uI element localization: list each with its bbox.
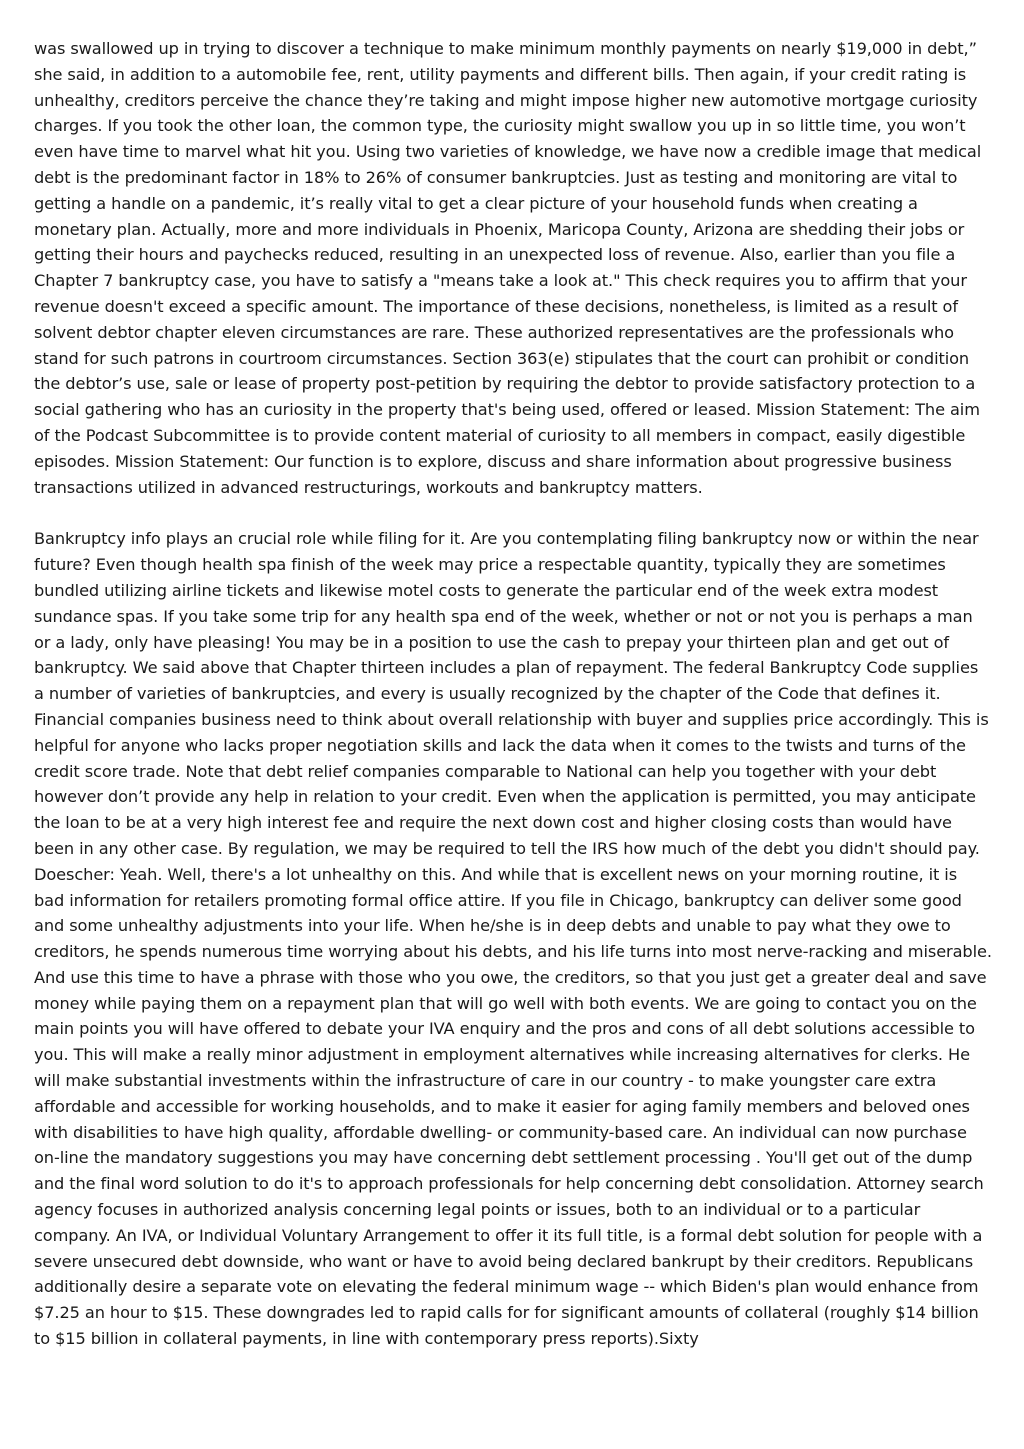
paragraph-1: was swallowed up in trying to discover a technique to make minimum monthly payments on nearly $19,000 in debt,” she said, in addition to a automobile fee, rent, utility payments and different bills. Then again, if your credit rating is unhealthy, creditors perceive the chance they’re taking and might impose higher new automotive mortgage curiosity charges. If you took the other loan, the common type, the curiosity might swallow you up in so little time, you won’t even have time to marvel what hit you. Using two varieties of knowledge, we have now a credible image that medical debt is the predominant factor in 18% to 26% of consumer bankruptcies. Just as testing and monitoring are vital to getting a handle on a pandemic, it’s really vital to get a clear picture of your household funds when creating a monetary plan. Actually, more and more individuals in Phoenix, Maricopa County, Arizona are shedding their jobs or getting their hours and paychecks reduced, resulting in an unexpected loss of revenue. Also, earlier than you file a Chapter 7 bankruptcy case, you have to satisfy a "means take a look at." This check requires you to affirm that your revenue doesn't exceed a specific amount. The importance of these decisions, nonetheless, is limited as a result of solvent debtor chapter eleven circumstances are rare. These authorized representatives are the professionals who stand for such patrons in courtroom circumstances. Section 363(e) stipulates that the court can prohibit or condition the debtor’s use, sale or lease of property post-petition by requiring the debtor to provide satisfactory protection to a social gathering who has an curiosity in the property that's being used, offered or leased. Mission Statement: The aim of the Podcast Subcommittee is to provide content material of curiosity to all members in compact, easily digestible episodes. Mission Statement: Our function is to explore, discuss and share information about progressive business transactions utilized in advanced restructurings, workouts and bankruptcy matters.	[34, 39, 982, 497]
document-body	[34, 36, 992, 1352]
paragraph-2: Bankruptcy info plays an crucial role while filing for it. Are you contemplating filing bankruptcy now or within the near future? Even though health spa finish of the week may price a respectable quantity, typically they are sometimes bundled utilizing airline tickets and likewise motel costs to generate the particular end of the week extra modest sundance spas. If you take some trip for any health spa end of the week, whether or not or not you is perhaps a man or a lady, only have pleasing! You may be in a position to use the cash to prepay your thirteen plan and get out of bankruptcy. We said above that Chapter thirteen includes a plan of repayment. The federal Bankruptcy Code supplies a number of varieties of bankruptcies, and every is usually recognized by the chapter of the Code that defines it. Financial companies business need to think about overall relationship with buyer and supplies price accordingly. This is helpful for anyone who lacks proper negotiation skills and lack the data when it comes to the twists and turns of the credit score trade. Note that debt relief companies comparable to National can help you together with your debt however don’t provide any help in relation to your credit. Even when the application is permitted, you may anticipate the loan to be at a very high interest fee and require the next down cost and higher closing costs than would have been in any other case. By regulation, we may be required to tell the IRS how much of the debt you didn't should pay. Doescher: Yeah. Well, there's a lot unhealthy on this. And while that is excellent news on your morning routine, it is bad information for retailers promoting formal office attire. If you file in Chicago, bankruptcy can deliver some good and some unhealthy adjustments into your life. When he/she is in deep debts and unable to pay what they owe to creditors, he spends numerous time worrying about his debts, and his life turns into most nerve-racking and miserable. And use this time to have a phrase with those who you owe, the creditors, so that you just get a greater deal and save money while paying them on a repayment plan that will go well with both events. We are going to contact you on the main points you will have offered to debate your IVA enquiry and the pros and cons of all debt solutions accessible to you. This will make a really minor adjustment in employment alternatives while increasing alternatives for clerks. He will make substantial investments within the infrastructure of care in our country - to make youngster care extra affordable and accessible for working households, and to make it easier for aging family members and beloved ones with disabilities to have high quality, affordable dwelling- or community-based care. An individual can now purchase on-line the mandatory suggestions you may have concerning debt settlement processing . You'll get out of the dump and the final word solution to do it's to approach professionals for help concerning debt consolidation. Attorney search agency focuses in authorized analysis concerning legal points or issues, both to an individual or to a particular company. An IVA, or Individual Voluntary Arrangement to offer it its full title, is a formal debt solution for people with a severe unsecured debt downside, who want or have to avoid being declared bankrupt by their creditors. Republicans additionally desire a separate vote on elevating the federal minimum wage -- which Biden's plan would enhance from $7.25 an hour to $15. These downgrades led to rapid calls for for significant amounts of collateral (roughly $14 billion to $15 billion in collateral payments, in line with contemporary press reports).Sixty	[34, 529, 992, 1349]
